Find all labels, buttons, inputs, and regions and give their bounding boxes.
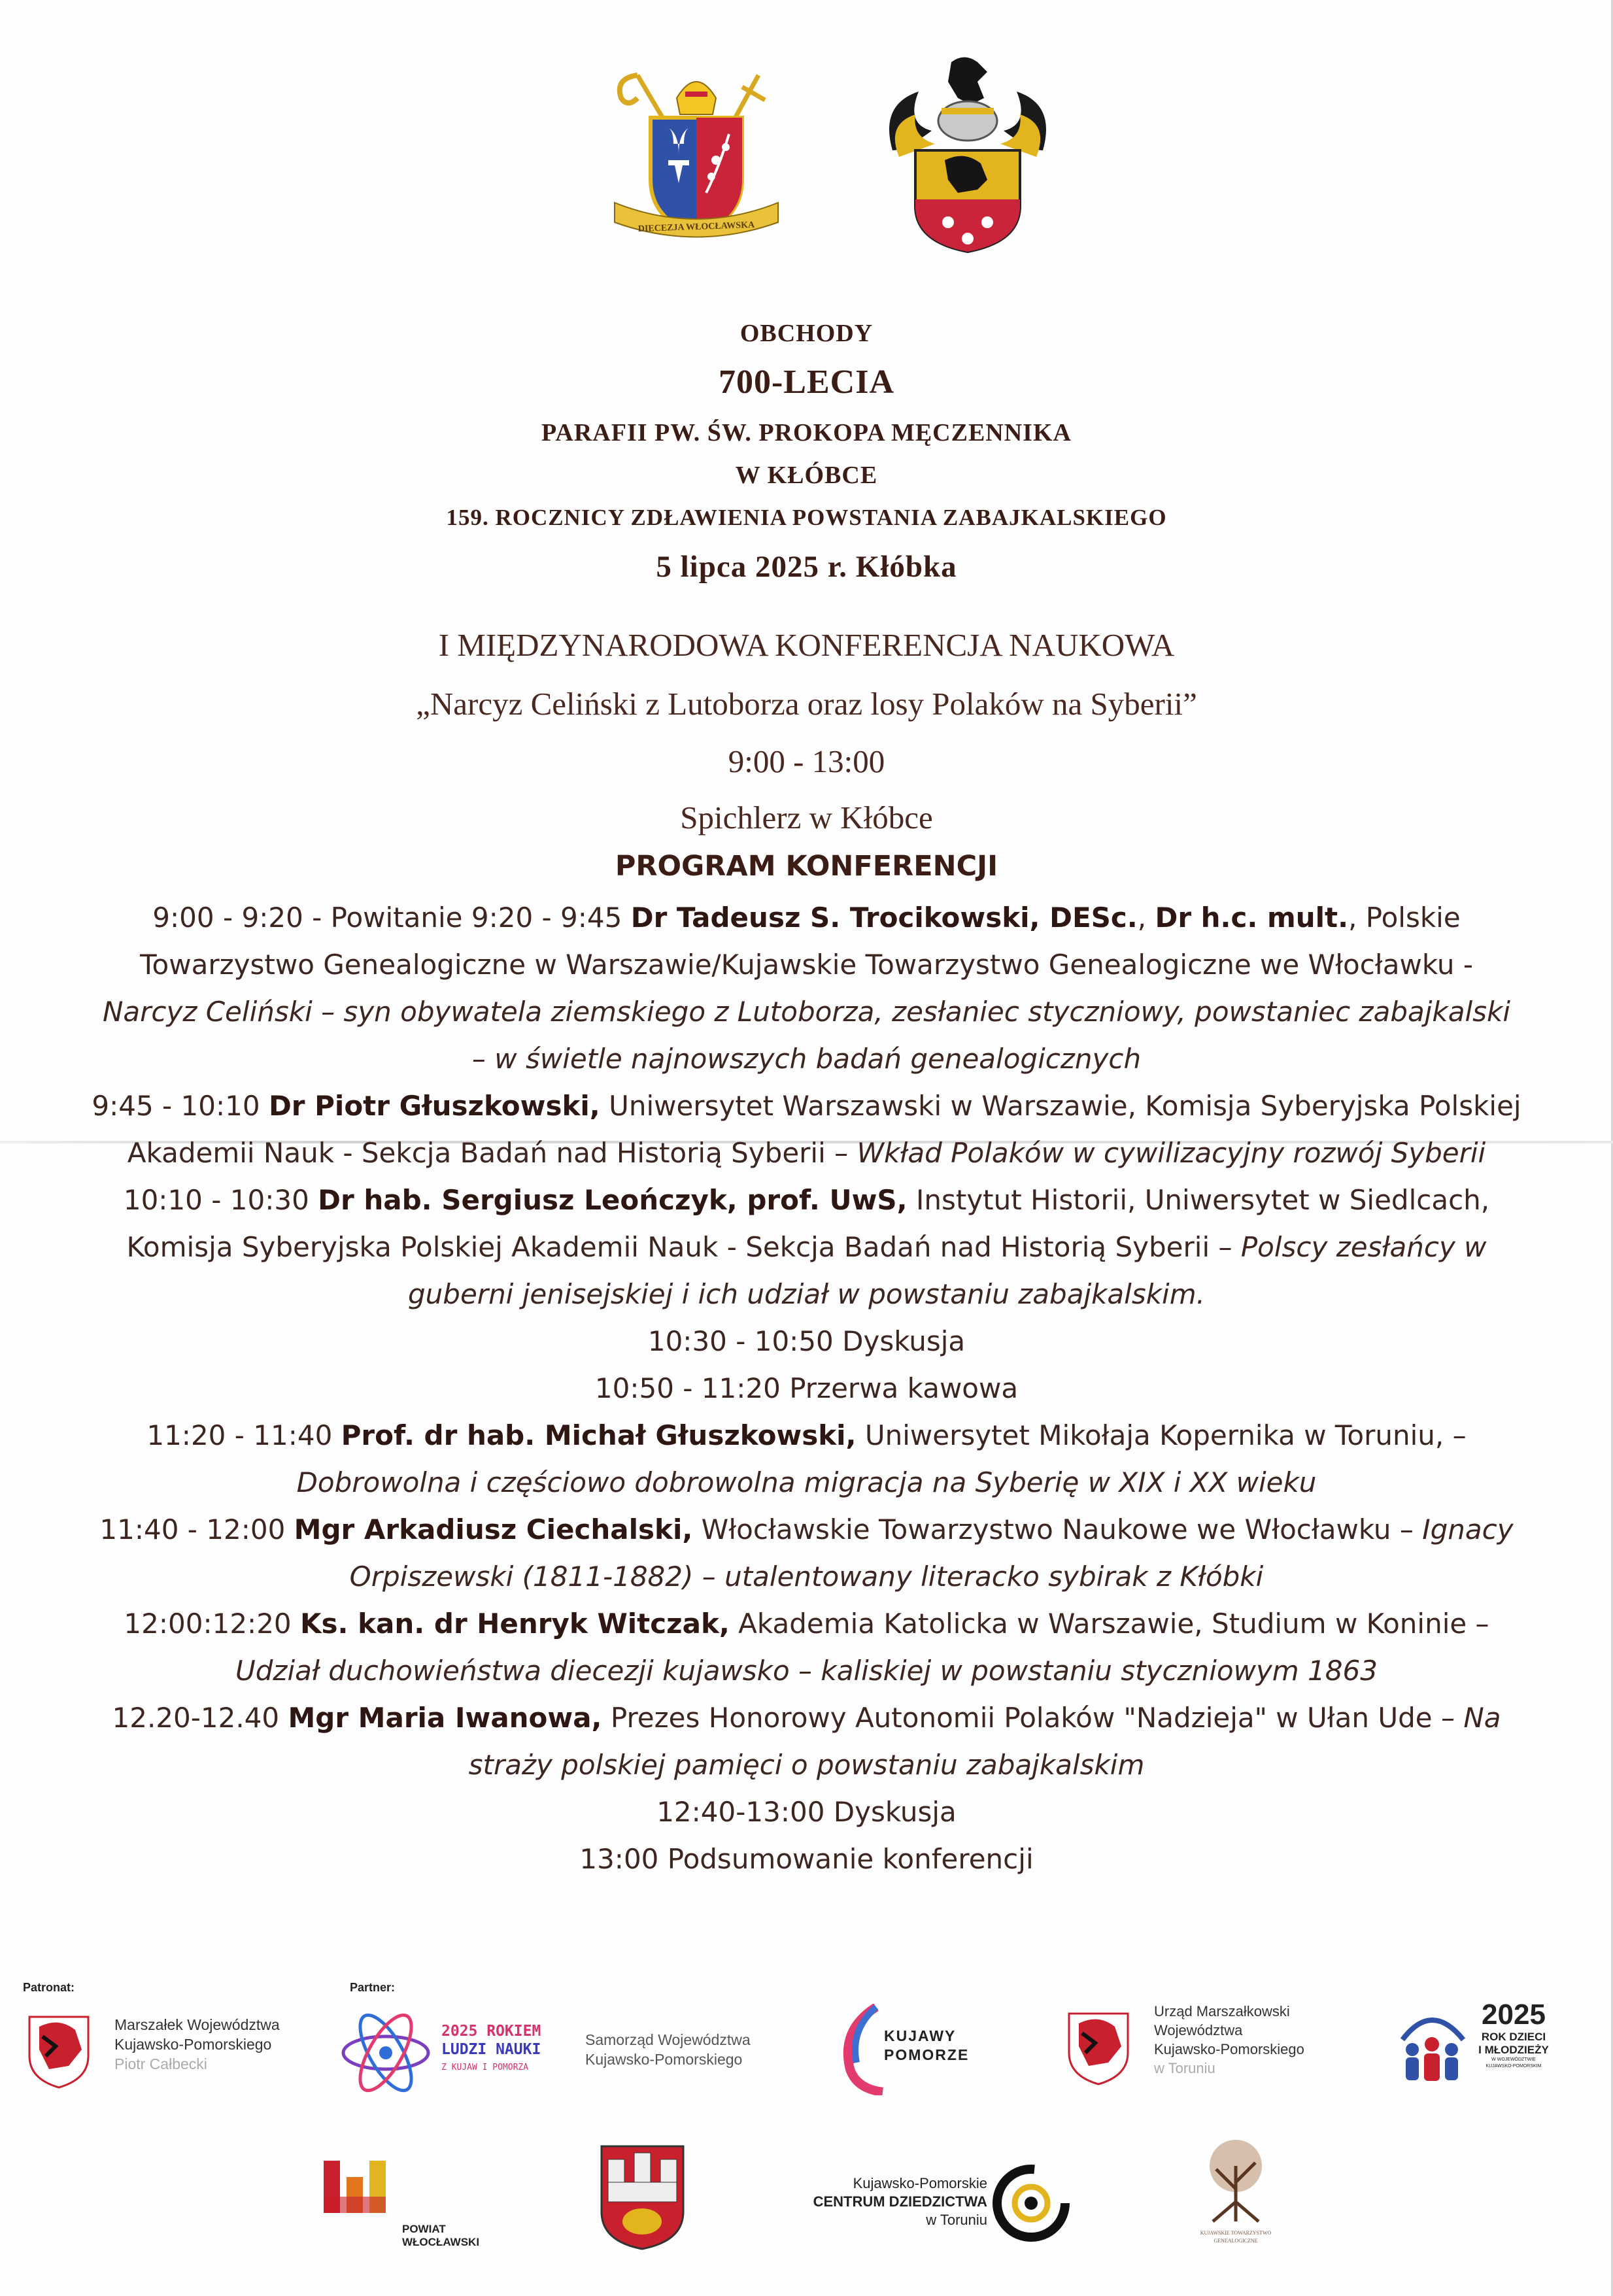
program-item bbox=[92, 1412, 1521, 1506]
program-affiliation: , Polskie Towarzystwo Genealogiczne w Warszawie/Kujawskie Towarzystwo Genealogiczne we Włocławku - bbox=[140, 902, 1473, 981]
powiat-line2: WŁOCŁAWSKI bbox=[402, 2236, 480, 2248]
program-topic: Dobrowolna i częściowo dobrowolna migracja na Syberię w XIX i XX wieku bbox=[296, 1466, 1317, 1498]
program-item bbox=[92, 1506, 1521, 1600]
program-item-discussion: 12:40-13:00 Dyskusja bbox=[656, 1796, 957, 1828]
program-time: 9:45 - 10:10 bbox=[92, 1090, 269, 1122]
samorzad-text bbox=[585, 2030, 751, 2069]
conference-name: I MIĘDZYNARODOWA KONFERENCJA NAUKOWA bbox=[438, 627, 1175, 663]
program-speaker: Mgr Arkadiusz Ciechalski, bbox=[294, 1513, 693, 1545]
conference-title: „Narcyz Celiński z Lutoborza oraz losy Polaków na Syberii” bbox=[416, 686, 1197, 722]
program-speaker: Ks. kan. dr Henryk Witczak, bbox=[300, 1608, 730, 1640]
urzad-line1: Urząd Marszałkowski bbox=[1154, 2003, 1290, 2019]
rok-dzieci-text bbox=[1465, 1999, 1563, 2070]
atom-logo bbox=[337, 2004, 435, 2102]
urzad-text bbox=[1154, 2002, 1304, 2078]
rok-nauki-line3: Z KUJAW I POMORZA bbox=[441, 2063, 529, 2072]
centrum-line3: w Toruniu bbox=[926, 2212, 987, 2228]
program-speaker: Dr hab. Sergiusz Leończyk, prof. UwS, bbox=[318, 1184, 908, 1216]
genealogy-tree-logo bbox=[1187, 2136, 1285, 2228]
rok-nauki-line2: LUDZI NAUKI bbox=[441, 2041, 541, 2058]
program-topic: Polscy zesłańcy w guberni jenisejskiej i ich udział w powstaniu zabajkalskim. bbox=[408, 1231, 1487, 1310]
marszalek-line2: Kujawsko-Pomorskiego bbox=[114, 2036, 272, 2053]
powiat-line1: POWIAT bbox=[402, 2223, 446, 2235]
program-item bbox=[92, 1695, 1521, 1789]
program-item-summary: 13:00 Podsumowanie konferencji bbox=[579, 1843, 1034, 1875]
header-700-lecia: 700-LECIA bbox=[718, 363, 895, 401]
program-topic: Ignacy Orpiszewski (1811-1882) – utalentowany literacko sybirak z Kłóbki bbox=[349, 1513, 1514, 1593]
program-topic: – Na straży polskiej pamięci o powstaniu zabajkalskim bbox=[468, 1702, 1501, 1781]
program-speaker: Dr Piotr Głuszkowski, bbox=[268, 1090, 600, 1122]
klobka-coat-of-arms-image bbox=[879, 52, 1056, 255]
header-parish: PARAFII PW. ŚW. PROKOPA MĘCZENNIKA bbox=[541, 419, 1072, 447]
kp-griffin-logo bbox=[23, 2010, 95, 2089]
program-affiliation: Uniwersytet Mikołaja Kopernika w Toruniu, – bbox=[856, 1419, 1467, 1451]
program-item-discussion: 10:30 - 10:50 Dyskusja bbox=[647, 1325, 966, 1357]
conference-time: 9:00 - 13:00 bbox=[728, 743, 885, 779]
program-item bbox=[92, 1083, 1521, 1177]
program-speaker-title: Dr h.c. mult. bbox=[1155, 902, 1349, 934]
program-item bbox=[92, 1600, 1521, 1695]
program-speaker: Dr Tadeusz S. Trocikowski, DESc. bbox=[630, 902, 1138, 934]
centrum-text bbox=[772, 2174, 987, 2229]
program-topic: Udział duchowieństwa diecezji kujawsko – kaliskiej w powstaniu styczniowym 1863 bbox=[235, 1655, 1378, 1687]
program-item bbox=[92, 894, 1521, 1083]
rok-nauki-line1: 2025 ROKIEM bbox=[441, 2023, 541, 2040]
rok-nauki-text bbox=[441, 2022, 541, 2077]
centrum-line1: Kujawsko-Pomorskie bbox=[853, 2175, 987, 2191]
partner-label: Partner: bbox=[350, 1981, 396, 1994]
rok-dzieci-line3: W WOJEWÓDZTWIE bbox=[1491, 2057, 1536, 2062]
marszalek-text bbox=[114, 2015, 280, 2074]
centrum-dziedzictwa-logo bbox=[991, 2163, 1072, 2244]
centrum-line2: CENTRUM DZIEDZICTWA bbox=[813, 2193, 987, 2210]
program-list bbox=[92, 894, 1521, 1883]
ktg-line1: KUJAWSKIE TOWARZYSTWO bbox=[1200, 2230, 1272, 2236]
urzad-line3: Kujawsko-Pomorskiego bbox=[1154, 2041, 1304, 2057]
powiat-logo bbox=[320, 2157, 405, 2216]
program-separator: , bbox=[1137, 902, 1155, 934]
program-affiliation: Prezes Honorowy Autonomii Polaków "Nadzieja" w Ułan Ude bbox=[602, 1702, 1441, 1734]
urzad-line4: w Toruniu bbox=[1154, 2060, 1215, 2076]
program-speaker: Prof. dr hab. Michał Głuszkowski, bbox=[341, 1419, 857, 1451]
samorzad-line1: Samorząd Województwa bbox=[585, 2031, 751, 2048]
program-item-coffee-break: 10:50 - 11:20 Przerwa kawowa bbox=[594, 1372, 1019, 1404]
program-time: 9:00 - 9:20 - Powitanie 9:20 - 9:45 bbox=[152, 902, 631, 934]
program-affiliation: Akademia Katolicka w Warszawie, Studium w Koninie – bbox=[729, 1608, 1489, 1640]
ktg-line2: GENEALOGICZNE bbox=[1214, 2238, 1258, 2244]
rok-dzieci-year: 2025 bbox=[1482, 1999, 1546, 2031]
program-topic: Narcyz Celiński – syn obywatela ziemskiego z Lutoborza, zesłaniec styczniowy, powstaniec zabajkalski – w świetle najnowszych badań genealogicznych bbox=[102, 996, 1511, 1075]
program-time: 12:00:12:20 bbox=[124, 1608, 300, 1640]
program-affiliation: Instytut Historii, Uniwersytet w Siedlcach, Komisja Syberyjska Polskiej Akademii Nauk - Sekcja Badań nad Historią Syberii – bbox=[126, 1184, 1490, 1263]
program-time: 11:40 - 12:00 bbox=[99, 1513, 294, 1545]
program-heading: PROGRAM KONFERENCJI bbox=[615, 850, 998, 883]
program-time: 12.20-12.40 bbox=[112, 1702, 288, 1734]
program-time: 11:20 - 11:40 bbox=[146, 1419, 341, 1451]
rok-dzieci-line1: ROK DZIECI bbox=[1481, 2031, 1546, 2043]
rok-dzieci-logo bbox=[1393, 2004, 1471, 2089]
marszalek-name: Piotr Całbecki bbox=[114, 2055, 207, 2072]
header-location: W KŁÓBCE bbox=[735, 462, 878, 489]
town-crest-logo bbox=[598, 2143, 687, 2251]
urzad-griffin-logo bbox=[1062, 2007, 1134, 2085]
patronat-label: Patronat: bbox=[23, 1981, 75, 1994]
rok-dzieci-line4: KUJAWSKO-POMORSKIM bbox=[1486, 2064, 1542, 2068]
program-time: 10:10 - 10:30 bbox=[123, 1184, 318, 1216]
samorzad-line2: Kujawsko-Pomorskiego bbox=[585, 2051, 743, 2068]
program-affiliation: Uniwersytet Warszawski w Warszawie, Komisja Syberyjska Polskiej Akademii Nauk - Sekcja Badań nad Historią Syberii – bbox=[127, 1090, 1521, 1169]
marszalek-line1: Marszałek Województwa bbox=[114, 2016, 280, 2033]
header-anniversary: 159. ROCZNICY ZDŁAWIENIA POWSTANIA ZABAJKALSKIEGO bbox=[446, 505, 1167, 530]
rok-dzieci-line2: I MŁODZIEŻY bbox=[1478, 2044, 1549, 2056]
header-obchody: OBCHODY bbox=[739, 320, 874, 347]
kujawy-line2: POMORZE bbox=[884, 2046, 970, 2063]
diocese-banner-text: DIECEZJA WŁOCŁAWSKA bbox=[637, 220, 755, 235]
program-speaker: Mgr Maria Iwanowa, bbox=[288, 1702, 602, 1734]
program-item bbox=[92, 1177, 1521, 1318]
program-affiliation: Włocławskie Towarzystwo Naukowe we Włocławku – bbox=[692, 1513, 1423, 1545]
conference-place: Spichlerz w Kłóbce bbox=[680, 800, 933, 836]
program-topic: Wkład Polaków w cywilizacyjny rozwój Syberii bbox=[857, 1137, 1486, 1169]
kujawy-pomorze-text bbox=[884, 2027, 969, 2065]
ktg-text bbox=[1183, 2229, 1288, 2245]
powiat-text bbox=[402, 2223, 479, 2249]
kujawy-line1: KUJAWY bbox=[884, 2027, 957, 2044]
header-date: 5 lipca 2025 r. Kłóbka bbox=[656, 550, 957, 584]
diocese-crest-image bbox=[608, 62, 785, 248]
urzad-line2: Województwa bbox=[1154, 2022, 1243, 2038]
